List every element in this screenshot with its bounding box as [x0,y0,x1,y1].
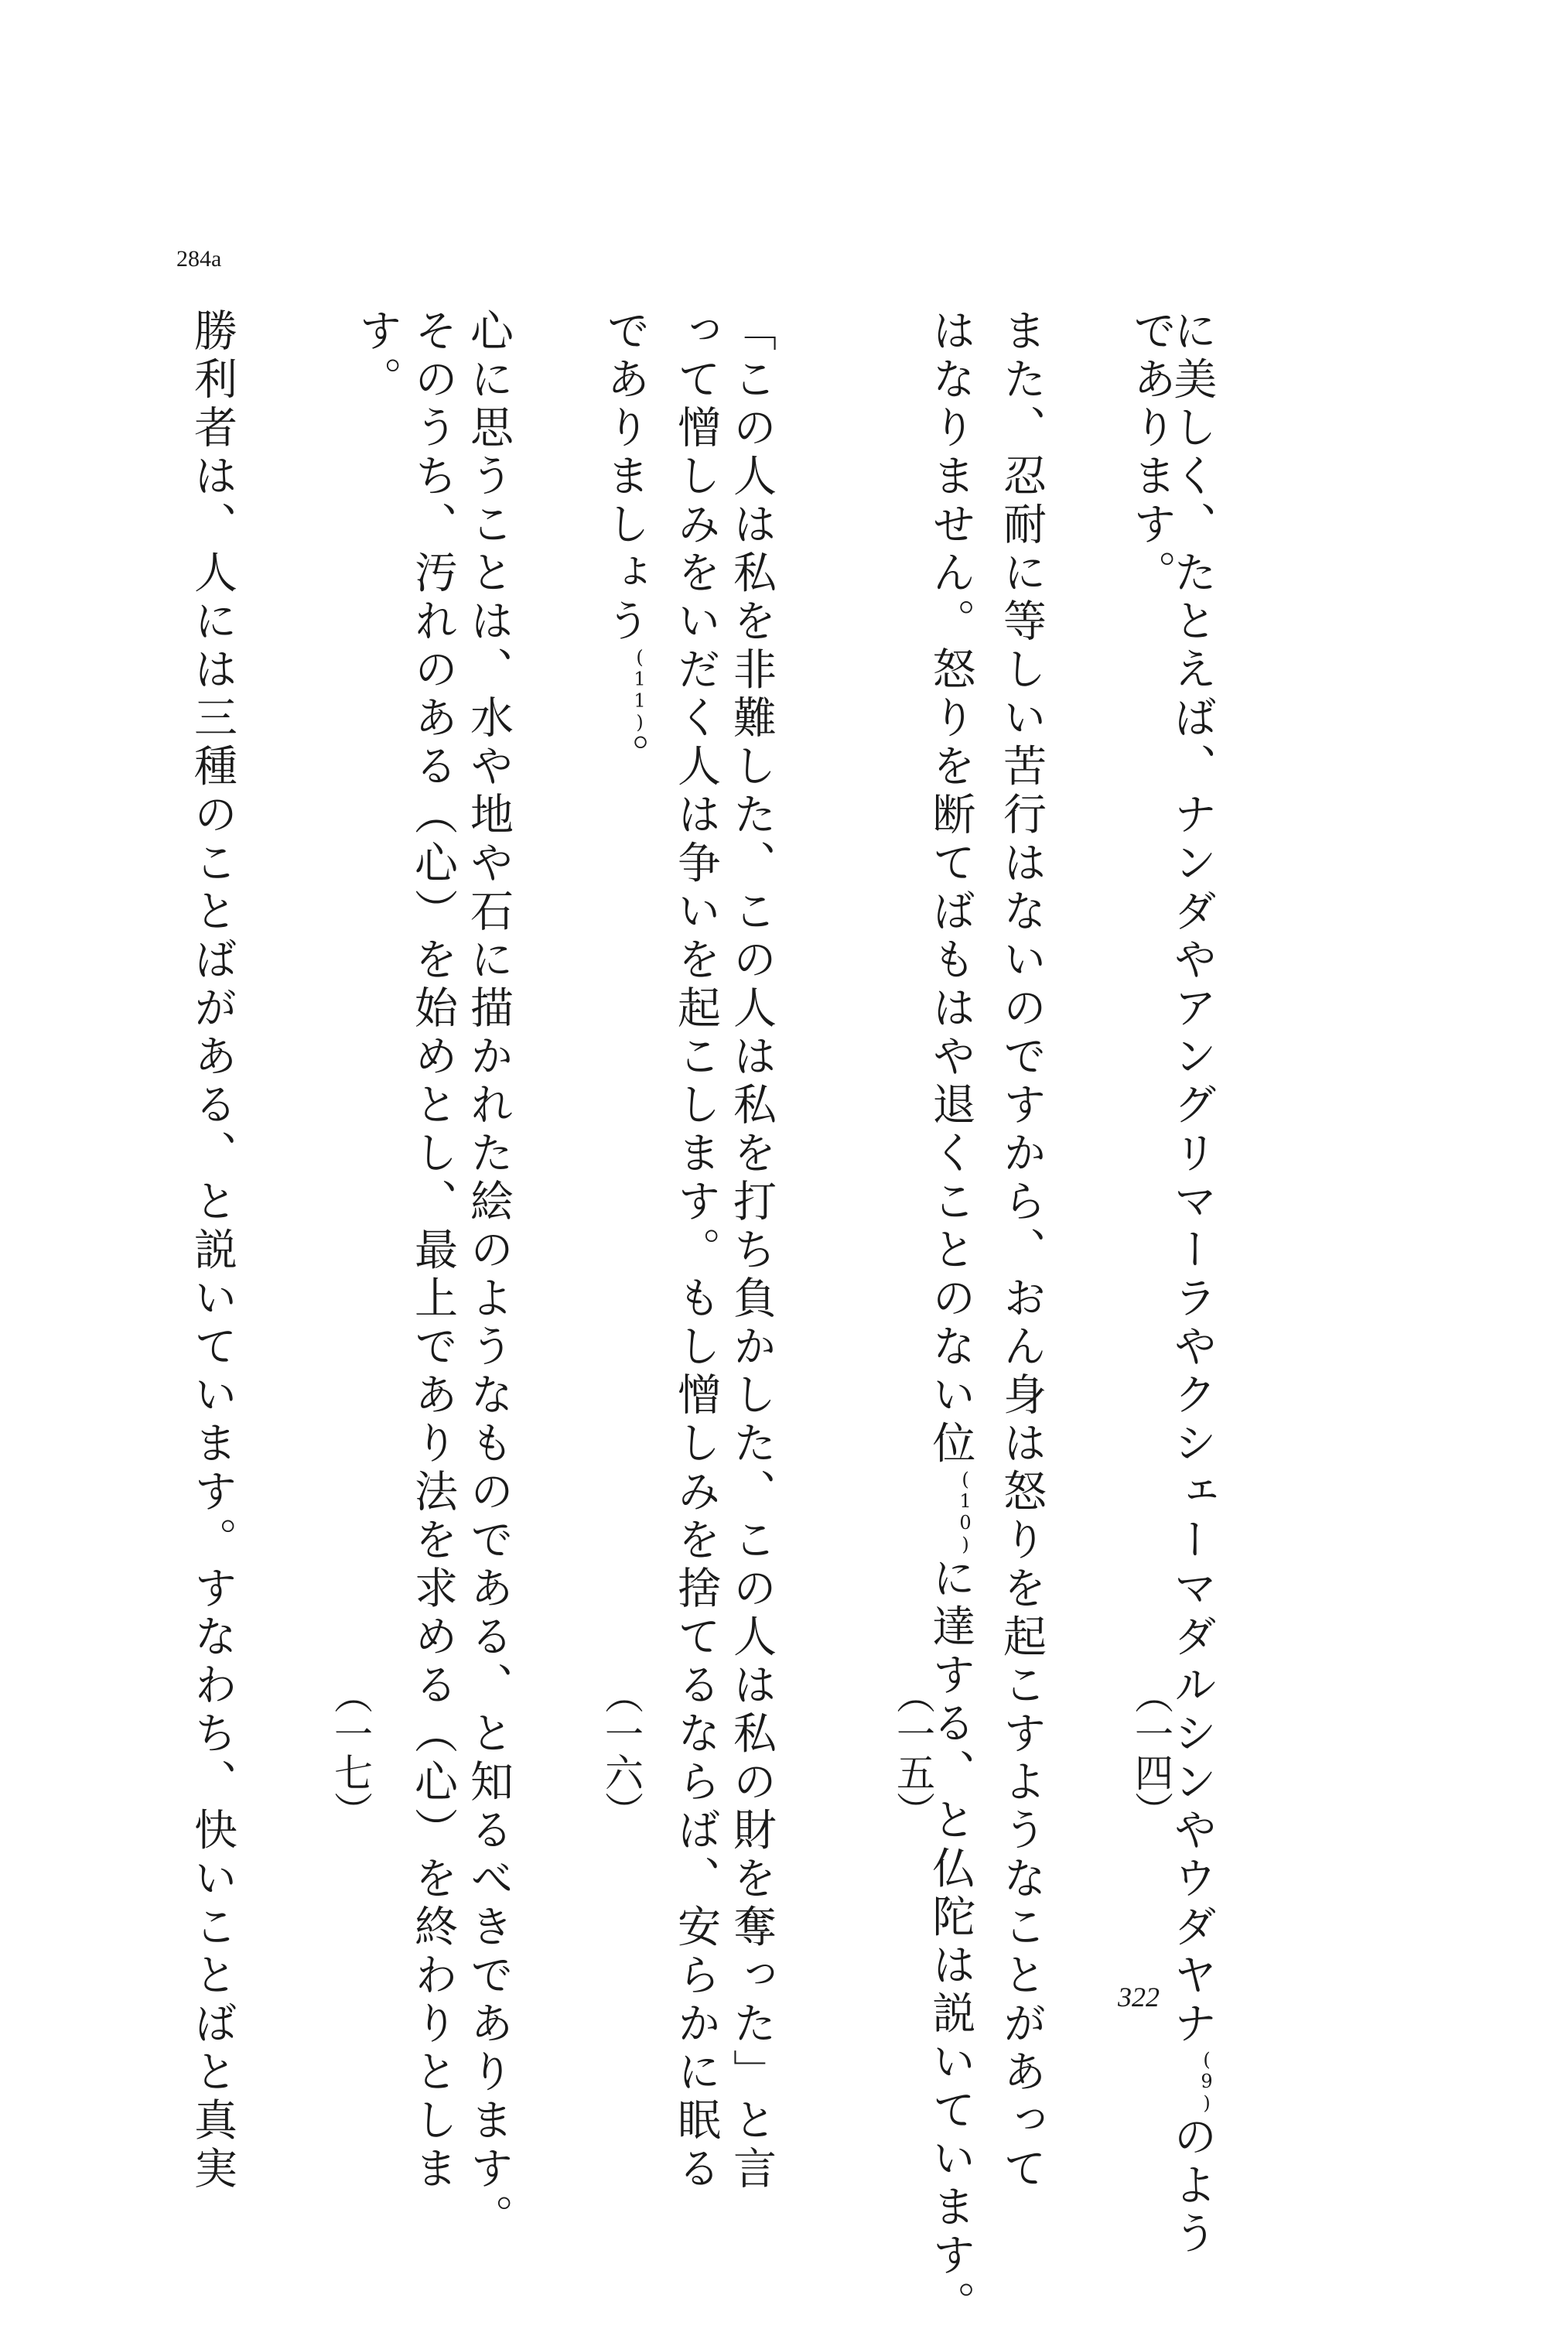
page-number: 322 [1118,1982,1160,2013]
column-text: でありましょう [600,308,651,647]
text-column-4 [925,308,993,2329]
column-text: に美しく、たとえば、ナンダやアングリマーラやクシェーマダルシンやウダヤナ [1167,308,1218,2049]
footnote-ref-10: (10) [955,1469,976,1555]
text-column-9: そのうち、汚れのある（心）を始めとし、最上であり法を求める（心）を終わりとしま [408,308,458,2194]
verse-number-15: （一五） [890,1675,935,1830]
column-text: 。 [600,733,651,781]
column-text: はなりません。怒りを断てばもはや退くことのない位 [925,308,976,1469]
text-column-11: 勝利者は、人には三種のことばがある、と説いています。すなわち、快いことばと真実 [187,308,237,2194]
text-column-3: また、忍耐に等しい苦行はないのですから、おん身は怒りを起こすようなことがあって [996,308,1047,2194]
column-text: に達する、と仏陀は説いています。 [925,1555,976,2329]
text-column-1 [1167,308,1235,2259]
text-column-5: 「この人は私を非難した、この人は私を打ち負かした、この人は私の財を奪った」と言 [726,308,777,2194]
text-column-10: す。 [352,308,402,405]
column-text: のよう [1167,2114,1218,2259]
text-column-7 [600,308,668,781]
text-column-6: って憎しみをいだく人は争いを起こします。もし憎しみを捨てるならば、安らかに眠る [671,308,721,2194]
verse-number-14: （一四） [1129,1675,1173,1830]
text-column-2: であります。 [1126,308,1177,598]
text-column-8: 心に思うことは、水や地や石に描かれた絵のようなものである、と知るべきであります。 [463,308,514,2242]
verse-number-17: （一七） [328,1675,373,1830]
footnote-ref-9: (9) [1196,2049,1218,2114]
footnote-ref-11: (11) [629,646,651,734]
verse-number-16: （一六） [599,1675,644,1830]
margin-marker: 284a [176,246,222,272]
